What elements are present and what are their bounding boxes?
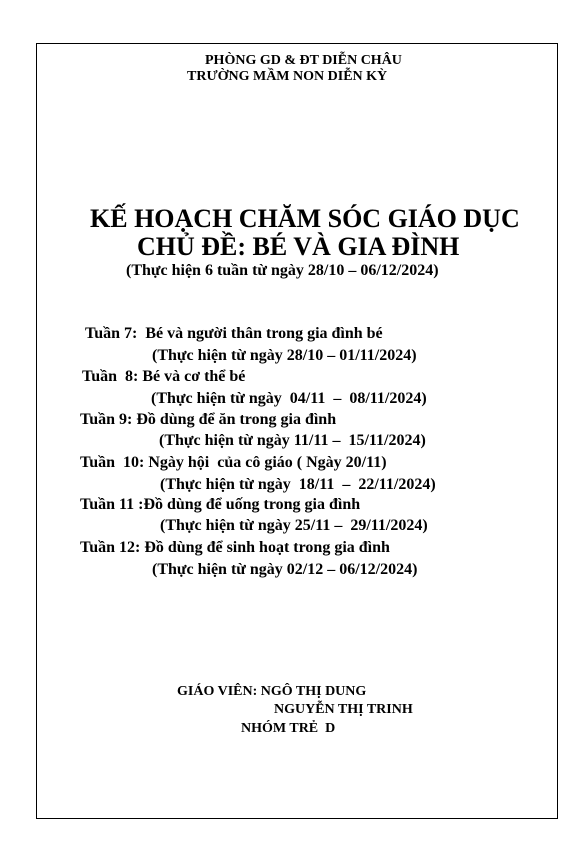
teacher-name-2: NGUYỄN THỊ TRINH: [274, 702, 413, 717]
week-8-topic: Tuần 8: Bé và cơ thể bé: [82, 368, 246, 385]
week-8-dates: (Thực hiện từ ngày 04/11 – 08/11/2024): [151, 390, 427, 407]
week-11-dates: (Thực hiện từ ngày 25/11 – 29/11/2024): [160, 517, 428, 534]
week-9-topic: Tuần 9: Đồ dùng để ăn trong gia đình: [80, 411, 337, 428]
department-name: PHÒNG GD & ĐT DIỄN CHÂU: [205, 53, 402, 68]
week-11-topic: Tuần 11 :Đồ dùng để uống trong gia đình: [80, 496, 361, 513]
week-12-dates: (Thực hiện từ ngày 02/12 – 06/12/2024): [152, 561, 418, 578]
week-10-dates: (Thực hiện từ ngày 18/11 – 22/11/2024): [160, 476, 436, 493]
plan-duration: (Thực hiện 6 tuần từ ngày 28/10 – 06/12/2024): [126, 262, 439, 279]
school-name: TRƯỜNG MẦM NON DIỄN KỲ: [187, 69, 388, 84]
week-7-dates: (Thực hiện từ ngày 28/10 – 01/11/2024): [152, 347, 417, 364]
class-group: NHÓM TRẺ D: [241, 721, 336, 736]
plan-title: KẾ HOẠCH CHĂM SÓC GIÁO DỤC: [90, 204, 520, 233]
week-9-dates: (Thực hiện từ ngày 11/11 – 15/11/2024): [159, 432, 426, 449]
teacher-name-1: GIÁO VIÊN: NGÔ THỊ DUNG: [177, 684, 367, 699]
week-10-topic: Tuần 10: Ngày hội của cô giáo ( Ngày 20/11): [80, 454, 387, 471]
theme-title: CHỦ ĐỀ: BÉ VÀ GIA ĐÌNH: [137, 232, 460, 261]
week-12-topic: Tuần 12: Đồ dùng để sinh hoạt trong gia đình: [80, 539, 390, 556]
week-7-topic: Tuần 7: Bé và người thân trong gia đình bé: [85, 325, 383, 342]
